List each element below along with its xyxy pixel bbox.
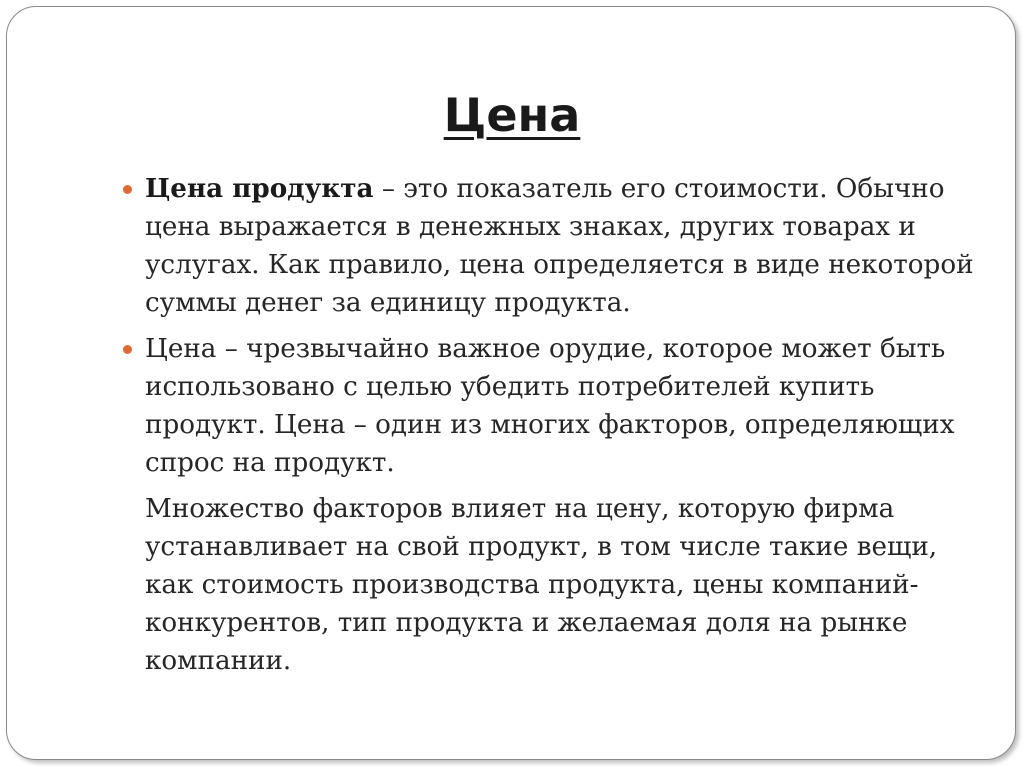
bullet-item-1 — [145, 170, 975, 322]
bullet-item-2 — [145, 330, 975, 482]
slide-title-text: Цена — [443, 88, 581, 142]
bullet-bold-term: Цена продукта — [145, 173, 374, 204]
plain-paragraph — [145, 490, 975, 680]
bullet-dot-icon — [123, 185, 132, 194]
bullet-text-1 — [145, 170, 975, 322]
slide-content — [145, 170, 975, 688]
slide — [6, 6, 1016, 760]
bullet-text-2: Цена – чрезвычайно важное орудие, которое может быть использовано с целью убедить потребителей купить продукт. Цена – один из многих факторов, определяющих спрос на продукт. — [145, 334, 955, 478]
slide-title — [7, 87, 1017, 143]
bullet-dot-icon — [123, 345, 132, 354]
paragraph-text: Множество факторов влияет на цену, которую фирма устанавливает на свой продукт, в том числе такие вещи, как стоимость производства продукта, цены компаний-конкурентов, тип продукта и желаемая доля на рынке компании. — [145, 494, 938, 676]
bullet-body-1: – это показатель его стоимости. Обычно цена выражается в денежных знаках, других товарах и услугах. Как правило, цена определяется в виде некоторой суммы денег за единицу продукта. — [145, 174, 974, 318]
